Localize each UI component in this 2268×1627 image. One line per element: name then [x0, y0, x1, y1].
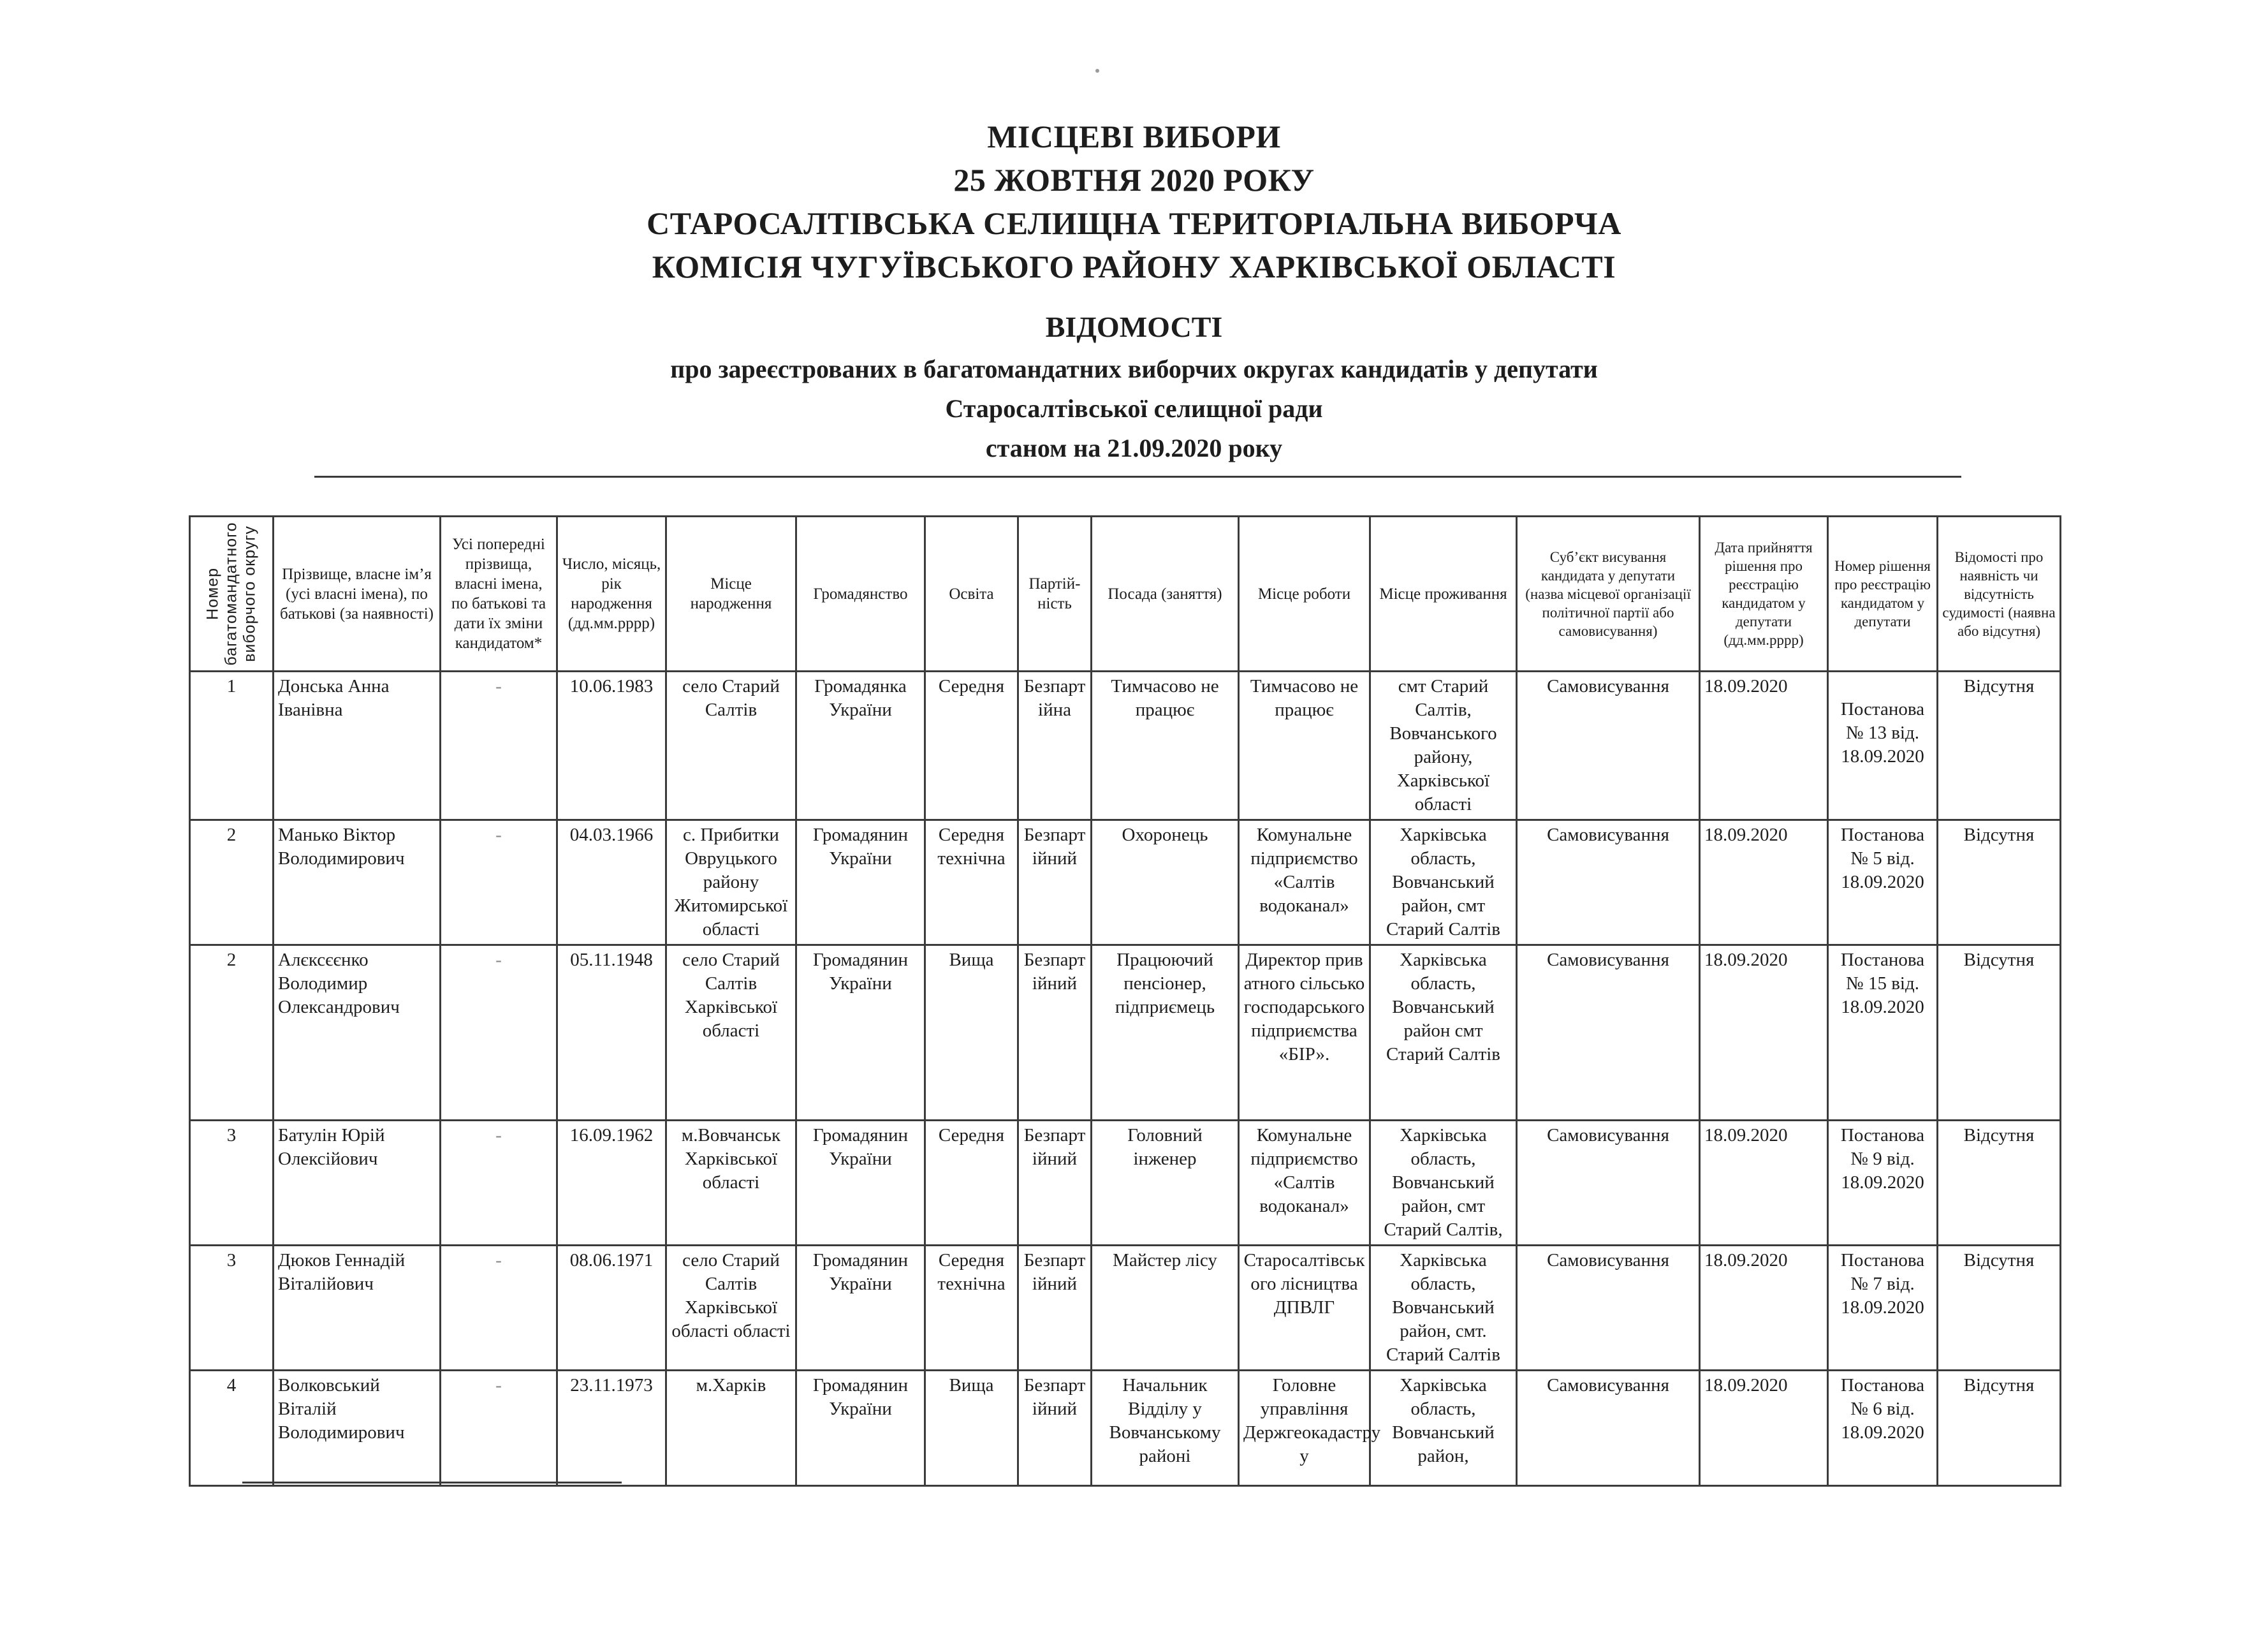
- cell-education: Вища: [925, 1371, 1018, 1486]
- cell-party: Безпартійна: [1018, 672, 1092, 820]
- header-line: МІСЦЕВІ ВИБОРИ: [987, 119, 1281, 154]
- cell-citizenship: Громадянин України: [796, 1121, 925, 1246]
- cell-decision-number: Постанова № 5 від. 18.09.2020: [1828, 820, 1938, 945]
- cell-previous-names: -: [441, 1246, 557, 1371]
- cell-decision-date: 18.09.2020: [1700, 1121, 1828, 1246]
- cell-workplace: Комунальне підприємство «Салтів водоканал»: [1239, 1121, 1370, 1246]
- cell-position: Тимчасово не працює: [1092, 672, 1239, 820]
- cell-previous-names: -: [441, 1121, 557, 1246]
- column-header-name: Прізвище, власне ім’я (усі власні імена), по батькові (за наявності): [274, 517, 441, 672]
- column-header-citizenship: Громадянство: [796, 517, 925, 672]
- cell-nominator: Самовисування: [1517, 672, 1700, 820]
- cell-decision-date: 18.09.2020: [1700, 672, 1828, 820]
- cell-decision-date: 18.09.2020: [1700, 1371, 1828, 1486]
- cell-decision-number: Постанова № 13 від. 18.09.2020: [1828, 672, 1938, 820]
- cell-birth-date: 23.11.1973: [557, 1371, 666, 1486]
- cell-birth-date: 16.09.1962: [557, 1121, 666, 1246]
- column-header-birth-place: Місце народження: [666, 517, 796, 672]
- table-row: [190, 1121, 2061, 1246]
- cell-decision-number: Постанова № 7 від. 18.09.2020: [1828, 1246, 1938, 1371]
- cell-decision-number: Постанова № 15 від. 18.09.2020: [1828, 945, 1938, 1121]
- table-row: [190, 820, 2061, 945]
- cell-decision-date: 18.09.2020: [1700, 1246, 1828, 1371]
- column-header-birth-date: Число, місяць, рік народження (дд.мм.рррр): [557, 517, 666, 672]
- cell-criminal-record: Відсутня: [1938, 1121, 2061, 1246]
- cell-decision-date: 18.09.2020: [1700, 820, 1828, 945]
- document-subtitle-line: про зареєстрованих в багатомандатних виборчих округах кандидатів у депутати: [670, 355, 1598, 383]
- cell-criminal-record: Відсутня: [1938, 672, 2061, 820]
- cell-position: Майстер лісу: [1092, 1246, 1239, 1371]
- column-header-criminal-record: Відомості про наявність чи відсутність судимості (наявна або відсутня): [1938, 517, 2061, 672]
- table-row: [190, 945, 2061, 1121]
- footnote-separator: [242, 1482, 622, 1483]
- cell-education: Середня технічна: [925, 820, 1018, 945]
- cell-workplace: Комунальне підприємство «Салтів водоканал»: [1239, 820, 1370, 945]
- cell-position: Працюючий пенсіонер, підприємець: [1092, 945, 1239, 1121]
- column-header-decision-number: Номер рішення про реєстрацію кандидатом у депутати: [1828, 517, 1938, 672]
- cell-residence: Харківська область, Вовчанський район смт Старий Салтів: [1370, 945, 1517, 1121]
- cell-district: 3: [190, 1121, 274, 1246]
- column-header-previous-names: Усі попередні прізвища, власні імена, по батькові та дати їх зміни кандидатом*: [441, 517, 557, 672]
- column-header-district: Номер багатомандатного виборчого округу: [190, 517, 274, 672]
- candidates-table: [189, 515, 2061, 1487]
- cell-citizenship: Громадянин України: [796, 1246, 925, 1371]
- cell-workplace: Старосалтівського лісництва ДПВЛГ: [1239, 1246, 1370, 1371]
- document-subtitle-line: Старосалтівської селищної ради: [945, 394, 1323, 423]
- cell-education: Середня: [925, 1121, 1018, 1246]
- cell-criminal-record: Відсутня: [1938, 1371, 2061, 1486]
- document-subtitle-line: станом на 21.09.2020 року: [985, 434, 1283, 462]
- table-row: [190, 1246, 2061, 1371]
- cell-district: 2: [190, 820, 274, 945]
- cell-citizenship: Громадянин України: [796, 820, 925, 945]
- cell-education: Середня: [925, 672, 1018, 820]
- cell-party: Безпартійний: [1018, 945, 1092, 1121]
- cell-name: Батулін Юрій Олексійович: [274, 1121, 441, 1246]
- table-header-row: [190, 517, 2061, 672]
- cell-residence: смт Старий Салтів, Вовчанського району, Харківської області: [1370, 672, 1517, 820]
- column-header-workplace: Місце роботи: [1239, 517, 1370, 672]
- cell-birth-place: село Старий Салтів: [666, 672, 796, 820]
- cell-district: 3: [190, 1246, 274, 1371]
- cell-education: Вища: [925, 945, 1018, 1121]
- cell-previous-names: -: [441, 820, 557, 945]
- cell-position: Головний інженер: [1092, 1121, 1239, 1246]
- scan-speck: [1095, 69, 1099, 73]
- cell-district: 2: [190, 945, 274, 1121]
- cell-decision-date: 18.09.2020: [1700, 945, 1828, 1121]
- cell-decision-number: Постанова № 6 від. 18.09.2020: [1828, 1371, 1938, 1486]
- cell-citizenship: Громадянин України: [796, 1371, 925, 1486]
- cell-birth-date: 05.11.1948: [557, 945, 666, 1121]
- cell-workplace: Головне управління Держгеокадастру у: [1239, 1371, 1370, 1486]
- cell-position: Начальник Відділу у Вовчанському районі: [1092, 1371, 1239, 1486]
- column-header-party: Партій-ність: [1018, 517, 1092, 672]
- column-header-residence: Місце проживання: [1370, 517, 1517, 672]
- cell-party: Безпартійний: [1018, 820, 1092, 945]
- cell-district: 4: [190, 1371, 274, 1486]
- cell-name: Волковський Віталій Володимирович: [274, 1371, 441, 1486]
- cell-workplace: Директор приватного сільськогосподарського підприємства «БІР».: [1239, 945, 1370, 1121]
- header-line: СТАРОСАЛТІВСЬКА СЕЛИЩНА ТЕРИТОРІАЛЬНА ВИБОРЧА: [647, 205, 1621, 241]
- cell-name: Дюков Геннадій Віталійович: [274, 1246, 441, 1371]
- cell-position: Охоронець: [1092, 820, 1239, 945]
- cell-previous-names: -: [441, 672, 557, 820]
- cell-nominator: Самовисування: [1517, 945, 1700, 1121]
- cell-residence: Харківська область, Вовчанський район, смт. Старий Салтів: [1370, 1246, 1517, 1371]
- document-heading: [0, 305, 2268, 468]
- column-header-decision-date: Дата прийняття рішення про реєстрацію кандидатом у депутати (дд.мм.рррр): [1700, 517, 1828, 672]
- cell-nominator: Самовисування: [1517, 820, 1700, 945]
- cell-district: 1: [190, 672, 274, 820]
- cell-birth-date: 10.06.1983: [557, 672, 666, 820]
- cell-citizenship: Громадянин України: [796, 945, 925, 1121]
- document-header: [0, 115, 2268, 288]
- cell-nominator: Самовисування: [1517, 1121, 1700, 1246]
- column-header-education: Освіта: [925, 517, 1018, 672]
- heading-underline: [314, 476, 1961, 478]
- table-row: [190, 1371, 2061, 1486]
- cell-birth-place: м.Харків: [666, 1371, 796, 1486]
- cell-birth-place: м.Вовчанськ Харківської області: [666, 1121, 796, 1246]
- cell-criminal-record: Відсутня: [1938, 945, 2061, 1121]
- cell-birth-date: 08.06.1971: [557, 1246, 666, 1371]
- cell-birth-place: село Старий Салтів Харківської області області: [666, 1246, 796, 1371]
- cell-party: Безпартійний: [1018, 1246, 1092, 1371]
- cell-residence: Харківська область, Вовчанський район, смт Старий Салтів,: [1370, 1121, 1517, 1246]
- cell-residence: Харківська область, Вовчанський район,: [1370, 1371, 1517, 1486]
- cell-previous-names: -: [441, 1371, 557, 1486]
- cell-criminal-record: Відсутня: [1938, 820, 2061, 945]
- table-row: [190, 672, 2061, 820]
- cell-previous-names: -: [441, 945, 557, 1121]
- cell-name: Донська Анна Іванівна: [274, 672, 441, 820]
- header-line: 25 ЖОВТНЯ 2020 РОКУ: [953, 162, 1315, 198]
- cell-citizenship: Громадянка України: [796, 672, 925, 820]
- cell-nominator: Самовисування: [1517, 1371, 1700, 1486]
- cell-birth-place: село Старий Салтів Харківської області: [666, 945, 796, 1121]
- cell-party: Безпартійний: [1018, 1121, 1092, 1246]
- cell-residence: Харківська область, Вовчанський район, смт Старий Салтів: [1370, 820, 1517, 945]
- cell-name: Алєксєєнко Володимир Олександрович: [274, 945, 441, 1121]
- cell-name: Манько Віктор Володимирович: [274, 820, 441, 945]
- cell-party: Безпартійний: [1018, 1371, 1092, 1486]
- cell-nominator: Самовисування: [1517, 1246, 1700, 1371]
- cell-birth-date: 04.03.1966: [557, 820, 666, 945]
- column-header-nominator: Суб’єкт висування кандидата у депутати (назва місцевої організації політичної партії або самовисування): [1517, 517, 1700, 672]
- cell-education: Середня технічна: [925, 1246, 1018, 1371]
- cell-birth-place: с. Прибитки Овруцького району Житомирської області: [666, 820, 796, 945]
- cell-decision-number: Постанова № 9 від. 18.09.2020: [1828, 1121, 1938, 1246]
- cell-criminal-record: Відсутня: [1938, 1246, 2061, 1371]
- cell-workplace: Тимчасово не працює: [1239, 672, 1370, 820]
- column-header-position: Посада (заняття): [1092, 517, 1239, 672]
- document-title: ВІДОМОСТІ: [1045, 311, 1223, 343]
- header-line: КОМІСІЯ ЧУГУЇВСЬКОГО РАЙОНУ ХАРКІВСЬКОЇ ОБЛАСТІ: [652, 249, 1616, 284]
